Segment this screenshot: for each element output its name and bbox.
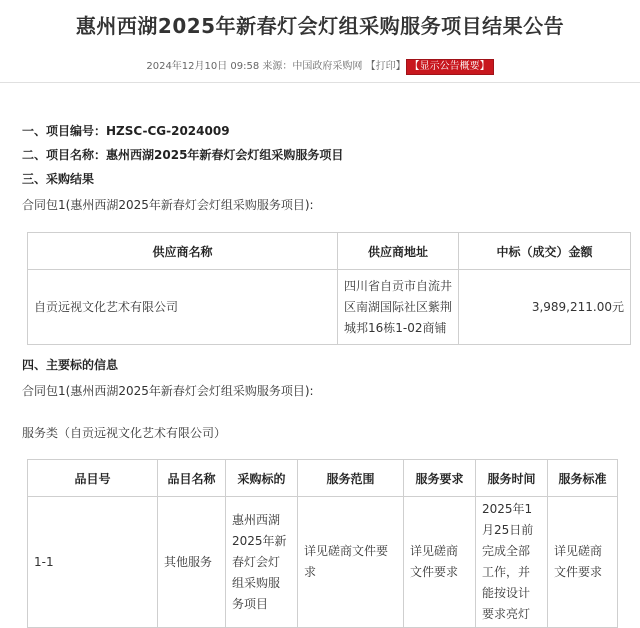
target-cell: 惠州西湖2025年新春灯会灯组采购服务项目 [226,497,298,628]
print-link[interactable]: 【打印】 [365,61,406,72]
header-target: 采购标的 [226,460,298,497]
procurement-result-heading: 三、采购结果 [22,172,95,186]
supplier-name-cell: 自贡远视文化艺术有限公司 [28,270,338,345]
article-meta [0,57,640,75]
header-requirement: 服务要求 [404,460,476,497]
show-summary-button[interactable]: 【显示公告概要】 [406,59,494,75]
header-supplier-address: 供应商地址 [338,233,459,270]
award-amount-cell: 3,989,211.00元 [459,270,631,345]
standard-cell: 详见磋商文件要求 [548,497,618,628]
project-number-label: 一、项目编号： [22,124,107,138]
header-divider [0,82,640,83]
item-no-cell: 1-1 [28,497,158,628]
supplier-address-cell: 四川省自贡市自流井区南湖国际社区紫荆城邦16栋1-02商铺 [338,270,459,345]
service-category-line: 服务类（自贡远视文化艺术有限公司） [22,426,227,440]
contract-package-line: 合同包1(惠州西湖2025年新春灯会灯组采购服务项目): [22,198,314,212]
header-supplier-name: 供应商名称 [28,233,338,270]
project-number-value: HZSC-CG-2024009 [106,124,230,138]
project-name-line [22,146,343,163]
header-standard: 服务标准 [548,460,618,497]
header-award-amount: 中标（成交）金额 [459,233,631,270]
service-table-header [28,460,618,497]
page-title: 惠州西湖2025年新春灯会灯组采购服务项目结果公告 [75,14,565,38]
supplier-table-header [28,233,631,270]
project-number-line [22,122,230,139]
scope-cell: 详见磋商文件要求 [298,497,404,628]
table-row [28,270,631,345]
header-item-name: 品目名称 [158,460,226,497]
main-subject-heading: 四、主要标的信息 [22,358,119,372]
project-name-value: 惠州西湖2025年新春灯会灯组采购服务项目 [106,148,344,162]
header-item-no: 品目号 [28,460,158,497]
contract-package-line-2: 合同包1(惠州西湖2025年新春灯会灯组采购服务项目): [22,384,314,398]
supplier-table [27,232,631,345]
table-row [28,497,618,628]
requirement-cell: 详见磋商文件要求 [404,497,476,628]
item-name-cell: 其他服务 [158,497,226,628]
header-time: 服务时间 [476,460,548,497]
publish-info: 2024年12月10日 09:58 来源：中国政府采购网 [146,61,366,72]
header-scope: 服务范围 [298,460,404,497]
project-name-label: 二、项目名称： [22,148,107,162]
service-table [27,459,618,628]
time-cell: 2025年1月25日前完成全部工作，并能按设计要求亮灯 [476,497,548,628]
